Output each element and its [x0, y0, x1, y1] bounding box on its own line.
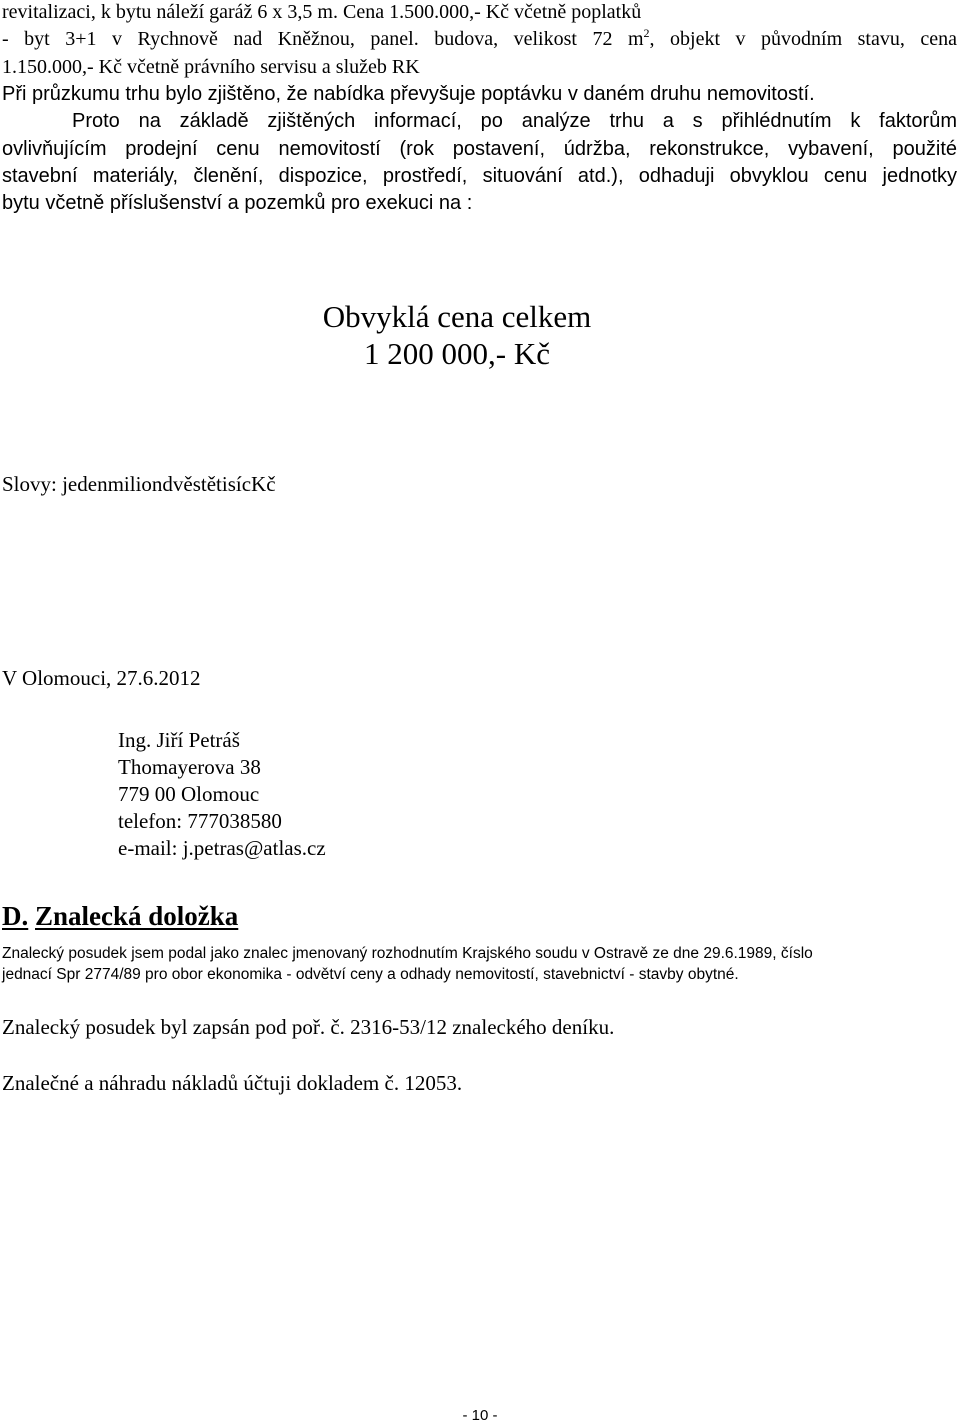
- expert-street: Thomayerova 38: [118, 755, 261, 779]
- price-in-words: Slovy: jedenmiliondvěstětisícKč: [2, 472, 276, 496]
- text-line: 1.150.000,- Kč včetně právního servisu a služeb RK: [2, 56, 420, 78]
- expert-email: e-mail: j.petras@atlas.cz: [118, 836, 326, 860]
- paragraph-line: ovlivňujícím prodejní cenu nemovitostí (rok postavení, údržba, rekonstrukce, vybavení, použité: [2, 138, 957, 160]
- text-line: revitalizaci, k bytu náleží garáž 6 x 3,5 m. Cena 1.500.000,- Kč včetně poplatků: [2, 1, 642, 23]
- fee-note: Znalečné a náhradu nákladů účtuji dokladem č. 12053.: [2, 1071, 463, 1095]
- clause-line: jednací Spr 2774/89 pro obor ekonomika - odvětví ceny a odhady nemovitostí, stavebnictví - stavby obytné.: [2, 966, 739, 983]
- registry-note: Znalecký posudek byl zapsán pod poř. č. 2316-53/12 znaleckého deníku.: [2, 1015, 615, 1039]
- paragraph-line: bytu včetně příslušenství a pozemků pro exekuci na :: [2, 192, 473, 214]
- paragraph-line: Proto na základě zjištěných informací, po analýze trhu a s přihlédnutím k faktorům: [72, 110, 957, 132]
- section-heading: D. Znalecká doložka: [2, 901, 239, 931]
- page-number: - 10 -: [462, 1407, 498, 1424]
- text-line: - byt 3+1 v Rychnově nad Kněžnou, panel. budova, velikost 72 $m^2$, objekt v původním stavu, cena: [2, 26, 958, 50]
- clause-line: Znalecký posudek jsem podal jako znalec jmenovaný rozhodnutím Krajského soudu v Ostravě ze dne 29.6.1989, číslo: [2, 945, 813, 962]
- place-date: V Olomouci, 27.6.2012: [2, 666, 201, 690]
- paragraph-line: stavební materiály, členění, dispozice, prostředí, situování atd.), odhaduji obvyklou cenu jednotky: [2, 165, 957, 187]
- text-line: Při průzkumu trhu bylo zjištěno, že nabídka převyšuje poptávku v daném druhu nemovitostí.: [2, 83, 815, 105]
- price-value: 1 200 000,- Kč: [364, 336, 550, 371]
- superscript: 2: [643, 26, 650, 40]
- price-label: Obvyklá cena celkem: [322, 299, 592, 334]
- expert-city: 779 00 Olomouc: [118, 782, 260, 806]
- expert-phone: telefon: 777038580: [118, 809, 282, 833]
- expert-name: Ing. Jiří Petráš: [118, 728, 240, 752]
